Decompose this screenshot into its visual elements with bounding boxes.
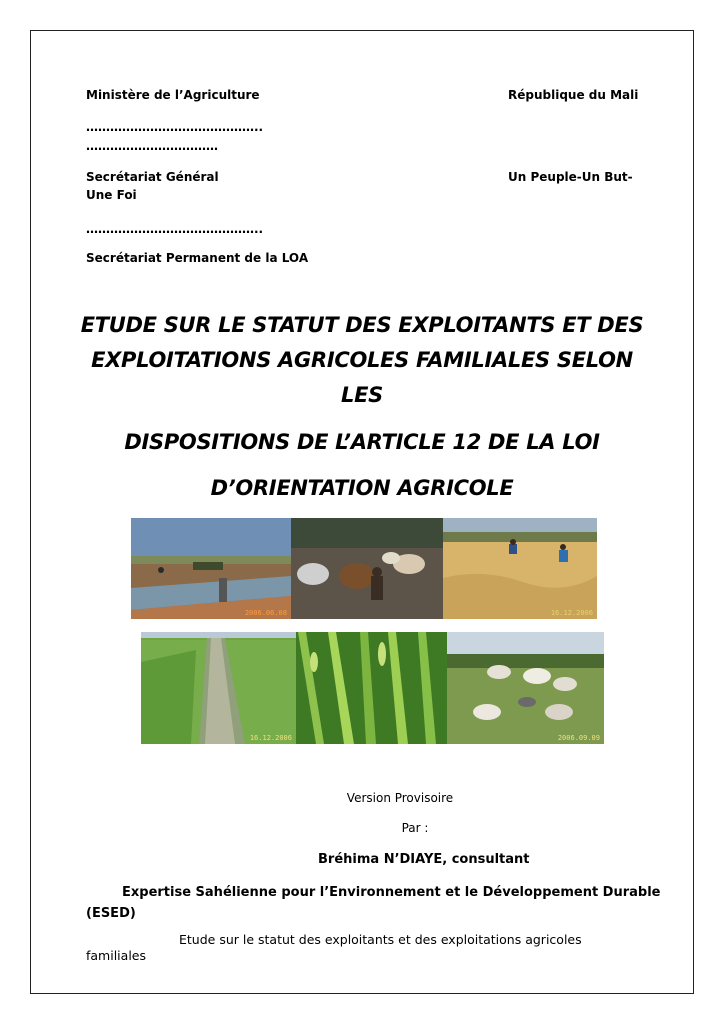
organization-line-2: (ESED)	[86, 906, 136, 921]
photo-cattle-farmer	[291, 518, 443, 619]
author-name: Bréhima N’DIAYE, consultant	[318, 852, 530, 867]
photo-rice-plants	[296, 632, 447, 744]
photo-rice-canal	[141, 632, 296, 744]
title-line-2: EXPLOITATIONS AGRICOLES FAMILIALES SELON	[91, 348, 633, 372]
by-label: Par :	[401, 821, 429, 835]
photo-date-stamp: 16.12.2006	[249, 734, 292, 742]
motto-part2: Une Foi	[86, 188, 137, 202]
photo-irrigation-field	[131, 518, 291, 619]
motto-part1: Un Peuple-Un But-	[508, 170, 633, 184]
secretariat-loa-label: Secrétariat Permanent de la LOA	[86, 251, 309, 265]
photo-harvest-workers	[443, 518, 597, 619]
title-line-4: DISPOSITIONS DE L’ARTICLE 12 DE LA LOI	[124, 430, 600, 454]
ministry-label: Ministère de l’Agriculture	[86, 88, 260, 102]
title-line-3: LES	[341, 383, 383, 407]
title-line-1: ETUDE SUR LE STATUT DES EXPLOITANTS ET DES	[80, 313, 644, 337]
photo-date-stamp: 16.12.2006	[550, 609, 593, 617]
running-title-line-1: Etude sur le statut des exploitants et des exploitations agricoles	[179, 932, 582, 947]
title-line-5: D’ORIENTATION AGRICOLE	[210, 476, 514, 500]
dotted-line-1: ……………………………………..	[86, 120, 264, 134]
secretariat-general-label: Secrétariat Général	[86, 170, 219, 184]
organization-line-1: Expertise Sahélienne pour l’Environnement et le Développement Durable	[122, 885, 661, 900]
photo-date-stamp: 2006.09.09	[557, 734, 600, 742]
dotted-line-2: ……………………………	[86, 139, 218, 153]
photo-date-stamp: 2006.06.08	[244, 609, 287, 617]
version-label: Version Provisoire	[346, 791, 454, 805]
republic-label: République du Mali	[508, 88, 639, 102]
dotted-line-3: ……………………………………..	[86, 222, 264, 236]
photo-sheep-grazing	[447, 632, 604, 744]
running-title-line-2: familiales	[86, 948, 146, 963]
